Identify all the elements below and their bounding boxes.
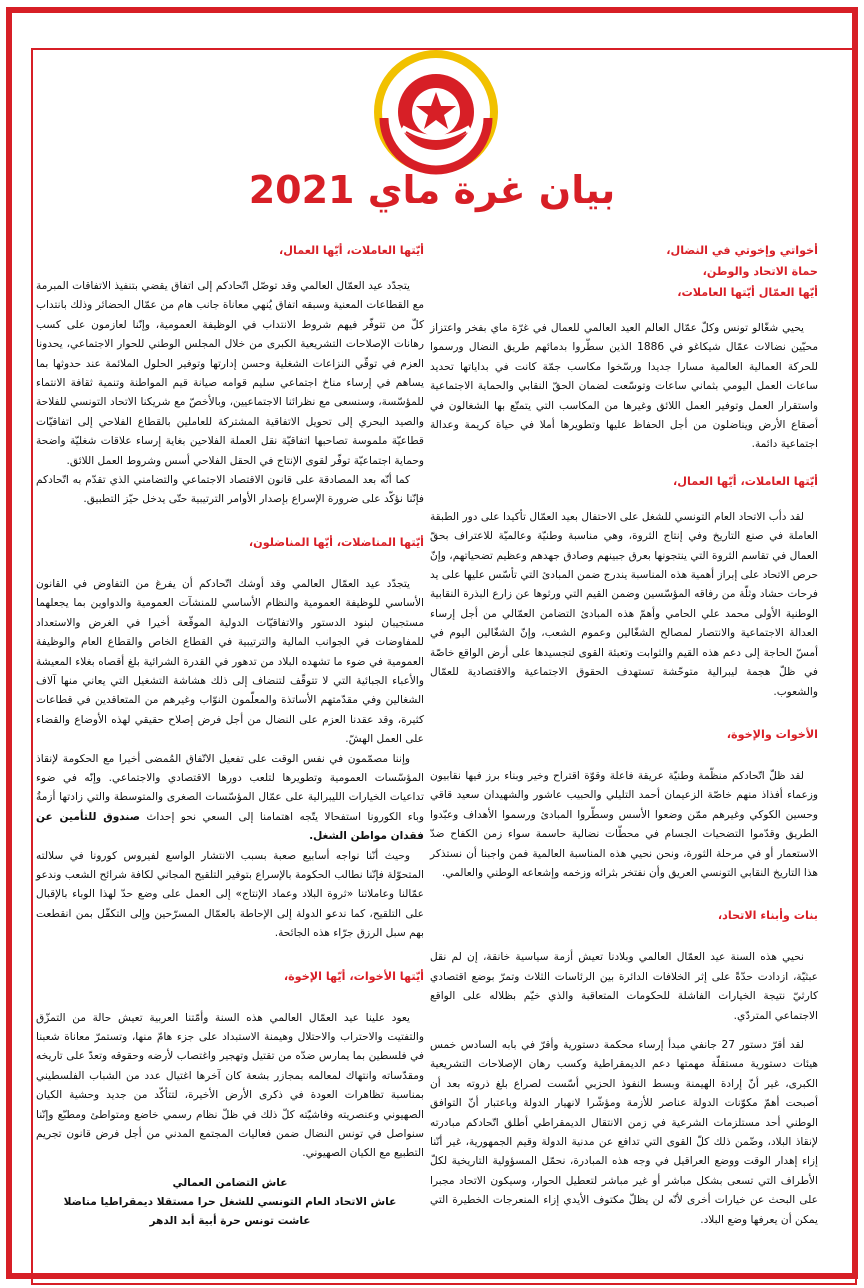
heading: أيّتها المناضلات، أيّها المناضلون، [248, 535, 424, 549]
paragraph: كما أنّه بعد المصادقة على قانون الاقتصاد الاجتماعي والتضامني الذي تقدّم به اتّحادكم فإنّنا نؤكّد على ضرورة الإسراع بإصدار الأوامر الترتيبية حتّى يدخل حيّز التطبيق. [36, 474, 424, 506]
closing-line: عاش الاتحاد العام التونسي للشغل حرا مستقلا ديمقراطيا مناضلا [63, 1195, 397, 1208]
paragraph-text: وإننا مصمّمون في نفس الوقت على تفعيل الاتّفاق المُمضى أخيرا مع الحكومة لإنقاذ المؤسّسات العمومية وتطويرها لتلعب دورها الاقتصادي والاجتماعي. وإنّه في ضوء تداعيات الخيارات الليبرالية على عمّال المؤسّسات الصغرى والمتوسطة والتي زادتها أزمةُ وباء الكورونا استفحالا يتّجه اهتمامنا إلى السعي نحو إحداث [36, 752, 425, 823]
heading: أيّتها العاملات، أيّها العمال، [673, 474, 818, 488]
paragraph: نحيي هذه السنة عيد العمّال العالمي وبلادنا تعيش أزمة سياسية خانقة، إن لم نقل عبثيّة، ازدادت حدّةً على إثر الخلافات الدائرة بين الرئاسات الثلاث وتمرّ بوضع اقتصادي كارثيّ نتيجة الخيارات الفاشلة للحكومات المتعاقبة والذي خيّم بظلاله على الواقع الاجتماعي المتردّي. [430, 951, 818, 1022]
paragraph: يحيي شغّالو تونس وكلّ عمّال العالم العيد العالمي للعمال في غرّة ماي بفخر واعتزاز محيّين نضالات عمّال شيكاغو في 1886 الذين سطّروا بدمائهم طريق النضال ورسموا للحركة العمالية العالمية مسارا جديدا ورسّخوا مكاسب جمّة كانت في بداياتها تحديد ساعات العمل اليومي بثماني ساعات وتوسّعت لضمان الحقّ النقابي والحماية الاجتماعية واستقرار العمل وتوفير العمل اللائق وغيرها من المكاسب التي يتمتّع بها الشغالون في أصقاع الأرض ويناضلون من أجل الحفاظ عليها وتطويرها أملا في حياة كريمة وعدالة اجتماعية دائمة. [430, 322, 818, 451]
paragraph: لقد دأب الاتحاد العام التونسي للشغل على الاحتفال بعيد العمّال تأكيدا على دور الطبقة العاملة في صنع التاريخ وفي إنتاج الثروة، وهي مناسبة وطنيّة وعالميّة للاعتراف بحقّ العمال في تقاسم الثروة التي ينتجونها بعرق جبينهم وصادق جهدهم وعظيم تضحياتهم، وإنّ حرص الاتحاد على إبراز أهمية هذه المناسبة يندرج ضمن المبادئ التي تأسّس عليها على يد فرحات حشاد وثلّة من رفاقه المؤسّسين وضمن القيم التي ورثوها عن زارع البذرة النقابية الوطنية الأولى محمد علي الحامي وأهمّ هذه المبادئ التضامن العمّالي من أجل إرساء العدالة الاجتماعية والانتصار لمصالح الشغّالين وعموم الشعب، وإنّ الشغّالين اليوم في أمسّ الحاجة إلى دعم هذه القيم والثوابت وتعبئة القوى لتجسيدها على أرض الواقع خاصّة في ظلّ هجمة ليبرالية متوحّشة تستهدف الحقوق الاجتماعية والاقتصادية للعمّال والشعوب. [430, 510, 818, 698]
paragraph: يتجدّد عيد العمّال العالمي وقد أوشك اتّحادكم أن يفرغ من التفاوض في القانون الأساسي للوظيفة العمومية والنظام الأساسي للمنشآت العمومية والدواوين بما يجعلهما مستجيبان لبنود الدستور والاتفاقيّات الدولية الموقّعة أخيرا في الغرض والاستعداد للمفاوضات في الجوانب المالية والترتيبية في القطاع الخاص والقطاع العام والوظيفة العمومية في ضوء ما تشهده البلاد من تدهور في القدرة الشرائية بلغ أقصاه بغلاء المعيشة والأعباء الجبائية التي لا تتوقّف لتنضاف إلى ذلك هشاشة التشغيل التي يعاني منها آلاف الشغالين وفي مقدّمتهم الأساتذة والمعلّمون النوّاب وغيرهم من المتعاقدين في قطاعات كثيرة، وقد عقدنا العزم على النضال من أجل فرض إصلاح حقيقي لهذه الأوضاع والقضاء على العمل الهشّ. [36, 577, 424, 746]
heading: أيّتها الأخوات، أيّها الإخوة، [283, 969, 424, 983]
page-title: بيان غرة ماي 2021 [248, 168, 616, 212]
heading: أيّتها العاملات، أيّها العمال، [279, 244, 424, 257]
closing-line: عاشت تونس حرة أبية أبد الدهر [149, 1214, 311, 1227]
heading: أخواتي وإخوتي في النضال، [666, 244, 818, 257]
heading: الأخوات والإخوة، [726, 727, 818, 741]
left-column [36, 240, 424, 1231]
paragraph: لقد أقرّ دستور 27 جانفي مبدأ إرساء محكمة دستورية وأقرّ في بابه السادس خمس هيئات دستورية مستقلّة مهمتها دعم الديمقراطية وكسب رهان الإصلاحات التشريعية الكبرى، غير أنّ إرادة الهيمنة وبسط النفوذ الحزبي أسّست لصراع بلغ ذروته بعد أن أصبحت أهمّ مكوّنات الدولة عناصر للأزمة ومؤشّرا لانهيار الدولة وباعتبار أنّ التوافق الوطني أحد مستلزمات الشرعية في زمن الانتقال الديمقراطي أطلق اتّحادكم مبادرته لإنقاذ البلاد، وضّمن ذلك كلّ القوى التي تدافع عن مدنية الدولة وقيم الجمهورية، غير أنّنا إزاء إهدار الوقت ووضع العراقيل في وجه هذه المبادرة، نحمّل المسؤولية التاريخية لكلّ الأطراف التي تسعى بشكل مباشر أو غير مباشر لتعطيل الحوار، وسيكون الاتحاد مجبرا على البحث عن خيارات أخرى لأنّه لن يظلّ مكتوف الأيدي إزاء المنعرجات الخطيرة التي يمكن أن يعرفها وضع البلاد. [430, 1038, 818, 1226]
paragraph: يعود علينا عيد العمّال العالمي هذه السنة وأمّتنا العربية تعيش حالة من التمزّق والتفتيت والاحتراب والاحتلال وهيمنة الاستبداد على جزء هامّ منها، وتستمرّ معاناة شعبنا في فلسطين بما يمارس ضدّه من تقتيل وتهجير واغتصاب لأرضه وحقوقه وتعدّ على تاريخه ومقدّساته وانتهاك لمعالمه بمجازر بشعة كان آخرها اغتيال عدد من الشباب الفلسطيني بمناسبة تظاهرات العودة في ذكرى الأرض الأخيرة، لتتأكّد من جديد وحشية الكيان الصهيوني وعنصريته وفاشيّته كلّ ذلك في ظلّ نظام رسمي خاضع ومتواطئ ومطبّع وإنّنا سنواصل في تونس النضال ضمن فعاليات المجتمع المدني من أجل فرض قانون تجريم التطبيع مع الكيان الصهيوني. [36, 1011, 424, 1160]
heading: أيّها العمّال أيّتها العاملات، [677, 286, 818, 299]
heading: بنات وأبناء الاتحاد، [717, 909, 818, 923]
paragraph: وحيث أنّنا نواجه أسابيع صعبة بسبب الانتشار الواسع لفيروس كورونا في سلالته المتحوّلة فإنّنا نطالب الحكومة بالإسراع بتوفير التلقيح المجاني لكافة شرائح الشعب وندعو عمّالنا وعاملاتنا «ثروة البلاد وعماد الإنتاج» إلى العمل على وضع حدّ لهذا الوباء بالإقبال على التلقيح، كما ندعو الدولة إلى الإحاطة بالعمّال المسرّحين وإلى التكفّل بمن انقطعت بهم سبل الرزق جرّاء هذه الجائحة. [36, 849, 424, 940]
ugtt-emblem-icon [362, 48, 510, 176]
paragraph: لقد ظلّ اتّحادكم منظّمة وطنيّة عريقة فاعلة وقوّة اقتراح وخير وبناء برز فيها نقابيون وزعماء أفذاذ منهم خاصّة الزعيمان أحمد التليلي والحبيب عاشور والشهيدان سعيد قاقي وحسين الكوكي وغيرهم ممّن وضعوا الأسس وسطّروا المبادئ ورسموا الأهداف وعبّدوا الطريق وقدّموا التضحيات الجسام في محطّات نضالية حاسمة سواء زمن الكفاح ضدّ الاستعمار أو في مرحلة الثورة، ونحن نحيي هذه المناسبة العالمية فمن واجبنا أن نستذكر هذا التاريخ النقابي التونسي العريق وأن نفتخر بثرائه وزخمه وإشعاعه الوطني والعالمي. [430, 769, 818, 879]
closing-line: عاش التضامن العمالي [172, 1176, 288, 1189]
paragraph-bold-text: صندوق للتأمين عن فقدان مواطن الشغل. [36, 810, 424, 843]
heading: حماة الاتحاد والوطن، [702, 265, 818, 278]
paragraph [36, 750, 424, 847]
paragraph: يتجدّد عيد العمّال العالمي وقد توصّل اتّحادكم إلى اتفاق يقضي بتنفيذ الاتفاقات المبرمة مع القطاعات المعنية وسبقه اتفاق يُنهي معاناة جانب هام من عمّال الحضائر وذلك بانتداب كلّ من تتوفّر فيهم شروط الانتداب في الوظيفة العمومية، وإنّنا لعازمون على كسب رهانات الإصلاحات التشريعية الكبرى من خلال المجلس الوطني للحوار الاجتماعي، يحدونا العزم في توقّي النزاعات الشغلية وحسن إدارتها وتوفير الحلول الملائمة عند حدوثها بما يساهم في إرساء مناخ اجتماعي سليم قوامه صيانة قيم المواطنة وتنمية ثقافة الانتماء للمؤسّسة، وسنسعى مع نظرائنا الاجتماعيين، وبالأخصّ مع شريكنا الاتحاد التونسي للفلاحة والصيد البحري إلى تحويل الاتفاقية المشتركة للعاملين بالقطاع الفلاحي إلى اتفاقيّات قطاعيّة ملموسة تصاحبها اتفاقيّة نقل العملة الفلاحين بغاية إرساء علاقات شغليّة واضحة وحماية اجتماعيّة توفّر لقوى الإنتاج في الحقل الفلاحي أسس وشروط العمل اللائق. [36, 280, 424, 467]
right-column [430, 240, 818, 1230]
